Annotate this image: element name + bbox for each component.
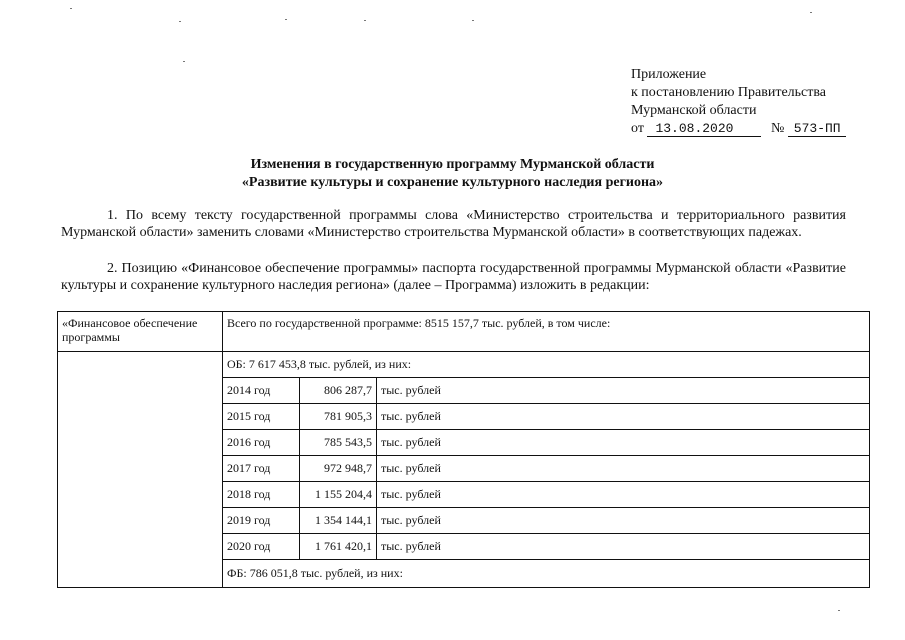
unit-cell: тыс. рублей [377, 430, 870, 456]
unit-cell: тыс. рублей [377, 456, 870, 482]
unit-cell: тыс. рублей [377, 508, 870, 534]
paragraph-1-number: 1. [107, 208, 118, 223]
paragraph-1 [61, 207, 846, 241]
unit-cell: тыс. рублей [377, 378, 870, 404]
financing-fb: ФБ: 786 051,8 тыс. рублей, из них: [223, 560, 870, 588]
year-cell: 2019 год [223, 508, 300, 534]
value-cell: 1 761 420,1 [300, 534, 377, 560]
annex-number: 573-ПП [788, 122, 846, 137]
annex-resolution: к постановлению Правительства [631, 85, 827, 100]
annex-date: 13.08.2020 [647, 122, 761, 137]
annex-number-prefix: № [770, 121, 785, 136]
year-cell: 2014 год [223, 378, 300, 404]
annex-date-prefix: от [631, 121, 644, 136]
table-row-ob [58, 352, 870, 378]
value-cell: 781 905,3 [300, 404, 377, 430]
year-cell: 2015 год [223, 404, 300, 430]
financing-label: «Финансовое обеспечение программы [58, 312, 223, 352]
annex-region: Мурманской области [631, 103, 757, 118]
document-title-line1: Изменения в государственную программу Мурманской области [250, 157, 655, 172]
financing-table [57, 311, 870, 588]
unit-cell: тыс. рублей [377, 534, 870, 560]
annex-block [631, 66, 846, 138]
document-title-line2: «Развитие культуры и сохранение культурного наследия региона» [241, 175, 664, 190]
year-cell: 2018 год [223, 482, 300, 508]
financing-ob: ОБ: 7 617 453,8 тыс. рублей, из них: [223, 352, 870, 378]
annex-date-line [631, 120, 846, 138]
paragraph-2-number: 2. [107, 261, 118, 276]
year-cell: 2020 год [223, 534, 300, 560]
label-column-empty [58, 352, 223, 588]
paragraph-2 [61, 260, 846, 294]
value-cell: 972 948,7 [300, 456, 377, 482]
value-cell: 806 287,7 [300, 378, 377, 404]
value-cell: 1 354 144,1 [300, 508, 377, 534]
year-cell: 2017 год [223, 456, 300, 482]
unit-cell: тыс. рублей [377, 404, 870, 430]
paragraph-2-text: Позицию «Финансовое обеспечение программы» паспорта государственной программы Мурманской области «Развитие культуры и сохранение культурного наследия региона» (далее – Программа) изложить в редакции: [61, 261, 846, 293]
value-cell: 1 155 204,4 [300, 482, 377, 508]
year-cell: 2016 год [223, 430, 300, 456]
value-cell: 785 543,5 [300, 430, 377, 456]
unit-cell: тыс. рублей [377, 482, 870, 508]
table-row-total [58, 312, 870, 352]
annex-title: Приложение [631, 67, 707, 82]
paragraph-1-text: По всему тексту государственной программы слова «Министерство строительства и территориального развития Мурманской области» заменить словами «Министерство строительства Мурманской области» в соответствующих падежах. [61, 208, 846, 240]
financing-total: Всего по государственной программе: 8515 157,7 тыс. рублей, в том числе: [223, 312, 870, 352]
